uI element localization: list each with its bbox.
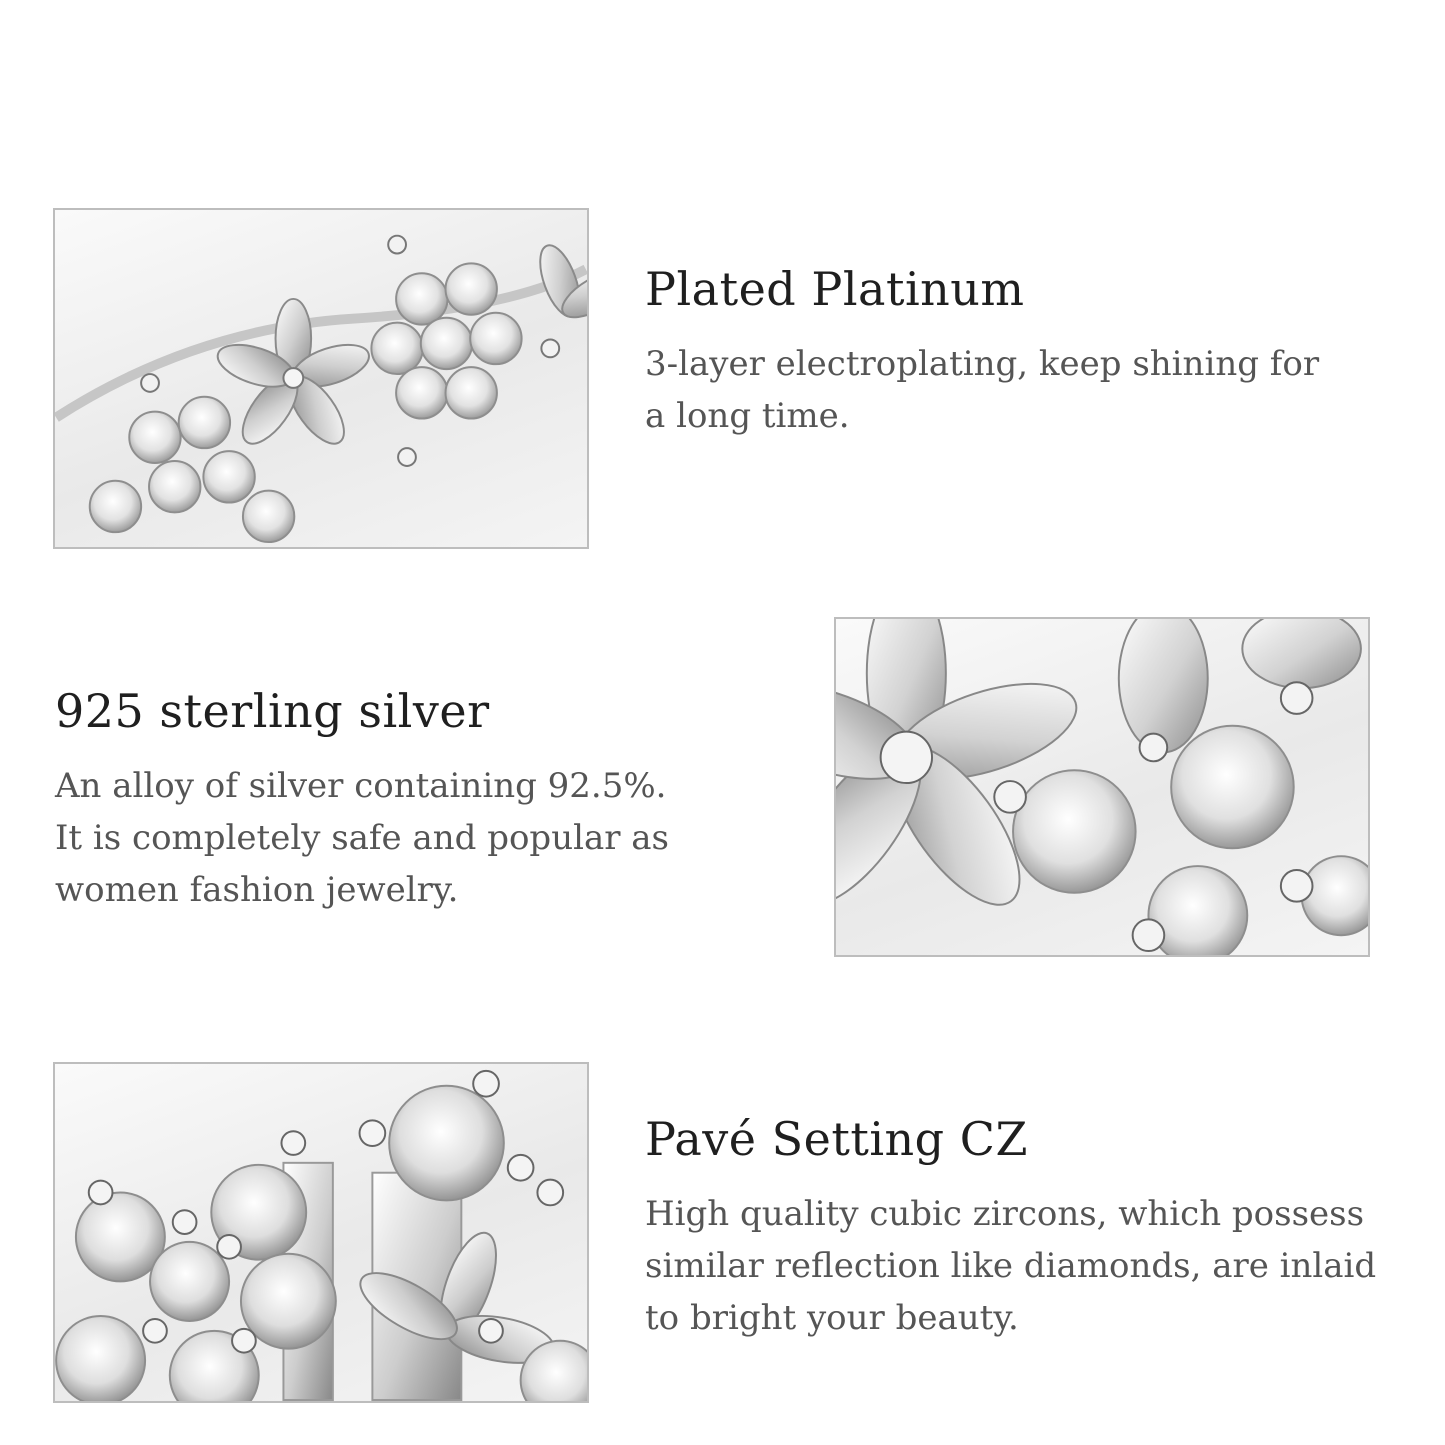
feature-3-title: Pavé Setting CZ — [645, 1112, 1028, 1166]
feature-2-image — [834, 617, 1370, 957]
feature-1-desc — [645, 338, 1405, 442]
feature-3-desc-line: High quality cubic zircons, which possess — [645, 1194, 1365, 1234]
silver-flower-closeup-icon — [836, 619, 1368, 955]
feature-3-text — [645, 1112, 1415, 1344]
feature-1-text — [645, 262, 1405, 442]
feature-3-desc-line: to bright your beauty. — [645, 1298, 1019, 1338]
feature-3-image — [53, 1062, 589, 1403]
feature-1-desc-line: 3-layer electroplating, keep shining for — [645, 344, 1320, 384]
feature-1-image — [53, 208, 589, 549]
feature-1-title: Plated Platinum — [645, 262, 1025, 316]
feature-2-title: 925 sterling silver — [55, 684, 490, 738]
feature-2-text — [55, 684, 815, 916]
feature-2-desc — [55, 760, 815, 916]
feature-2-desc-line: It is completely safe and popular as — [55, 818, 670, 858]
feature-2-desc-line: An alloy of silver containing 92.5%. — [55, 766, 667, 806]
feature-3-desc — [645, 1188, 1415, 1344]
feature-3-desc-line: similar reflection like diamonds, are inlaid — [645, 1246, 1377, 1286]
feature-2-desc-line: women fashion jewelry. — [55, 870, 459, 910]
feature-1-desc-line: a long time. — [645, 396, 850, 436]
flower-ring-closeup-icon — [55, 210, 587, 547]
cz-stones-closeup-icon — [55, 1064, 587, 1401]
